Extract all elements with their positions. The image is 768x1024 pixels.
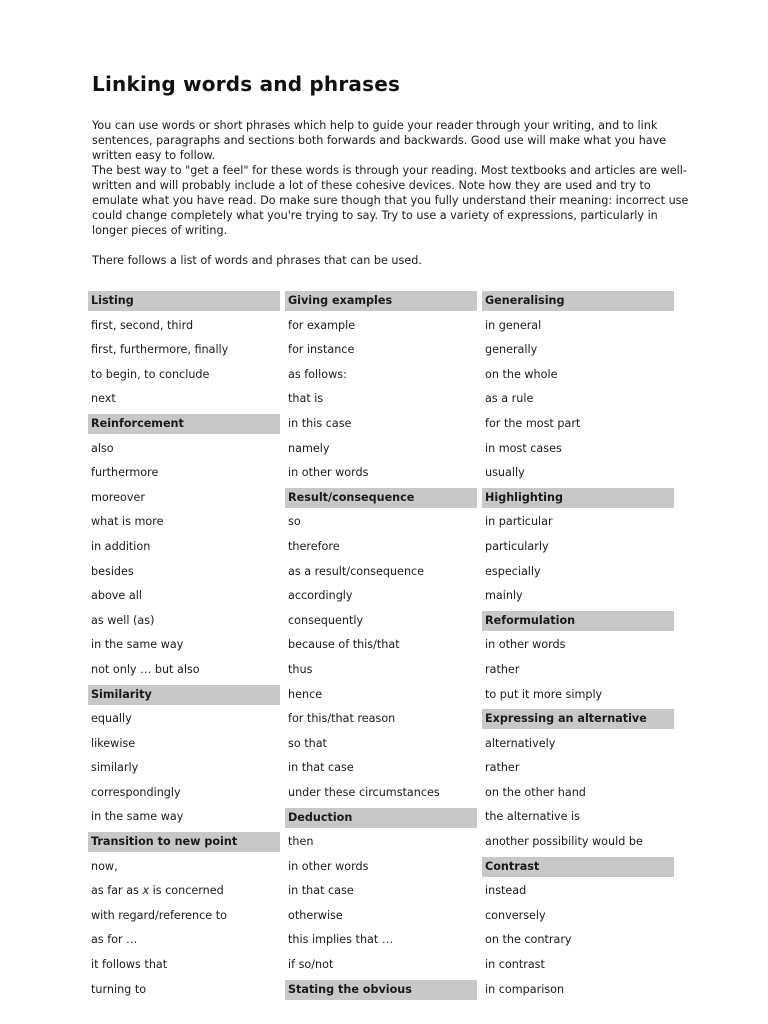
intro-paragraph: There follows a list of words and phrases that can be used. xyxy=(92,254,422,267)
phrase-item: furthermore xyxy=(91,466,159,480)
phrase-item: alternatively xyxy=(485,736,556,750)
category-heading: Reformulation xyxy=(482,611,674,631)
phrase-item: namely xyxy=(288,441,330,455)
phrase-item: turning to xyxy=(91,982,147,996)
phrase-item: instead xyxy=(485,884,527,898)
phrase-item: another possibility would be xyxy=(485,835,643,849)
phrase-item: this implies that … xyxy=(288,933,394,947)
table-column-1 xyxy=(88,289,280,1002)
phrase-item: what is more xyxy=(91,515,164,529)
phrase-item: as a rule xyxy=(485,392,534,406)
intro-paragraph: The best way to "get a feel" for these words is through your reading. Most textbooks and articles are well-written and will probably include a lot of these cohesive devices. Note how they are used and try to emulate what you have read. Do make sure though that you fully understand their meaning: incorrect use could change completely what you're trying to say. Try to use a variety of expressions, particularly in longer pieces of writing. xyxy=(92,164,689,237)
phrase-item: mainly xyxy=(485,589,523,603)
intro-text xyxy=(92,118,692,268)
category-heading: Deduction xyxy=(285,808,477,828)
category-heading: Listing xyxy=(88,291,280,311)
phrase-item: for example xyxy=(288,318,356,332)
phrase-item: because of this/that xyxy=(288,638,400,652)
phrase-item: not only … but also xyxy=(91,662,200,676)
phrase-item: especially xyxy=(485,564,541,578)
phrase-item: then xyxy=(288,835,314,849)
phrase-item: now, xyxy=(91,859,118,873)
phrase-item: in other words xyxy=(288,859,369,873)
phrase-item: in the same way xyxy=(91,810,184,824)
phrase-item: particularly xyxy=(485,539,549,553)
phrase-item: so that xyxy=(288,736,327,750)
phrase-item: above all xyxy=(91,589,142,603)
phrase-item: for the most part xyxy=(485,416,581,430)
phrase-item: as a result/consequence xyxy=(288,564,425,578)
category-heading: Expressing an alternative xyxy=(482,709,674,729)
phrase-item: moreover xyxy=(91,490,145,504)
phrase-item: in other words xyxy=(288,466,369,480)
phrase-item: in most cases xyxy=(485,441,562,455)
phrase-item: as well (as) xyxy=(91,613,155,627)
phrase-item: in comparison xyxy=(485,982,565,996)
phrase-item: likewise xyxy=(91,736,136,750)
category-heading: Reinforcement xyxy=(88,414,280,434)
phrase-item: correspondingly xyxy=(91,785,181,799)
phrase-item: besides xyxy=(91,564,134,578)
table-column-2 xyxy=(285,289,477,1002)
phrase-item: in this case xyxy=(288,416,352,430)
category-heading: Result/consequence xyxy=(285,488,477,508)
category-heading: Giving examples xyxy=(285,291,477,311)
phrase-item: for this/that reason xyxy=(288,712,396,726)
phrase-item: in addition xyxy=(91,539,151,553)
category-heading: Highlighting xyxy=(482,488,674,508)
phrase-item: consequently xyxy=(288,613,364,627)
phrase-item: that is xyxy=(288,392,324,406)
phrase-item: generally xyxy=(485,343,538,357)
phrase-item: similarly xyxy=(91,761,139,775)
phrase-item: in that case xyxy=(288,884,354,898)
phrase-item: in general xyxy=(485,318,542,332)
phrase-item: usually xyxy=(485,466,525,480)
phrase-item: to begin, to conclude xyxy=(91,367,210,381)
phrase-item: rather xyxy=(485,662,520,676)
phrase-item: in contrast xyxy=(485,958,545,972)
phrase-item: to put it more simply xyxy=(485,687,603,701)
phrase-item: accordingly xyxy=(288,589,353,603)
phrase-item: also xyxy=(91,441,114,455)
phrase-item: the alternative is xyxy=(485,810,580,824)
phrase-item: on the other hand xyxy=(485,785,586,799)
phrase-item: in the same way xyxy=(91,638,184,652)
phrase-item: hence xyxy=(288,687,323,701)
category-heading: Generalising xyxy=(482,291,674,311)
phrase-item: first, second, third xyxy=(91,318,194,332)
category-heading: Contrast xyxy=(482,857,674,877)
phrase-item: on the contrary xyxy=(485,933,572,947)
phrase-item: thus xyxy=(288,662,313,676)
phrase-item: with regard/reference to xyxy=(91,908,227,922)
phrase-item: conversely xyxy=(485,908,546,922)
phrase-item: under these circumstances xyxy=(288,785,440,799)
page-title: Linking words and phrases xyxy=(92,72,401,96)
phrase-item: in that case xyxy=(288,761,354,775)
phrase-item: on the whole xyxy=(485,367,558,381)
phrase-item: first, furthermore, finally xyxy=(91,343,229,357)
category-heading: Stating the obvious xyxy=(285,980,477,1000)
phrase-item: next xyxy=(91,392,116,406)
category-heading: Transition to new point xyxy=(88,832,280,852)
table-column-3 xyxy=(482,289,674,1002)
phrase-item: therefore xyxy=(288,539,340,553)
phrase-item: in other words xyxy=(485,638,566,652)
phrase-item: if so/not xyxy=(288,958,334,972)
linking-words-table xyxy=(88,289,674,1002)
phrase-item: as for … xyxy=(91,933,138,947)
phrase-item: rather xyxy=(485,761,520,775)
phrase-item: in particular xyxy=(485,515,553,529)
phrase-item: it follows that xyxy=(91,958,168,972)
phrase-item: so xyxy=(288,515,301,529)
phrase-item: for instance xyxy=(288,343,355,357)
intro-paragraph: You can use words or short phrases which help to guide your reader through your writing, and to link sentences, paragraphs and sections both forwards and backwards. Good use will make what you have written easy to follow. xyxy=(92,119,667,162)
phrase-item: otherwise xyxy=(288,908,343,922)
category-heading: Similarity xyxy=(88,685,280,705)
phrase-item: equally xyxy=(91,712,132,726)
phrase-item: as follows: xyxy=(288,367,347,381)
phrase-item: as far as x is concerned xyxy=(91,884,224,898)
